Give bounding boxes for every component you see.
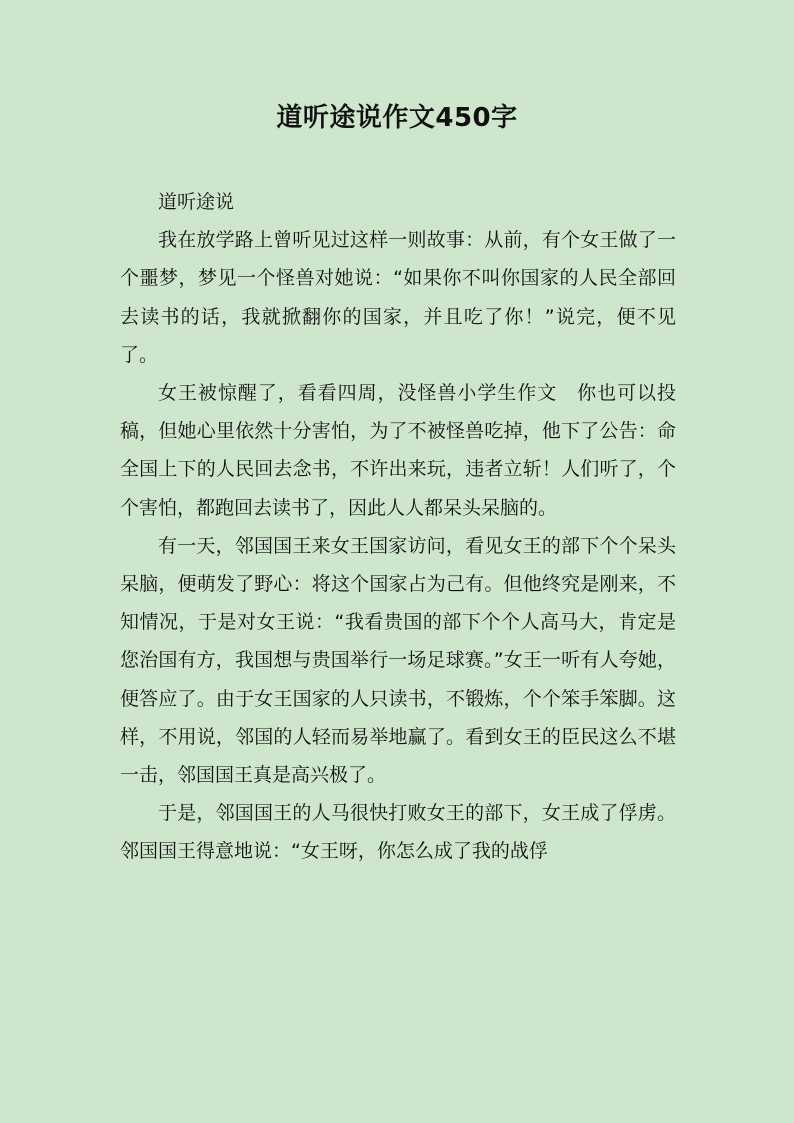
document-title: 道听途说作文450字	[276, 103, 518, 133]
paragraph: 我在放学路上曾听见过这样一则故事：从前，有个女王做了一个噩梦，梦见一个怪兽对她说：“如果你不叫你国家的人民全部回去读书的话，我就掀翻你的国家，并且吃了你！”说完，便不见了。	[120, 229, 676, 366]
paragraph: 于是，邻国国王的人马很快打败女王的部下，女王成了俘虏。邻国国王得意地说：“女王呀，你怎么成了我的战俘	[120, 802, 676, 863]
paragraph: 有一天，邻国国王来女王国家访问，看见女王的部下个个呆头呆脑，便萌发了野心：将这个国家占为己有。但他终究是刚来，不知情况，于是对女王说：“我看贵国的部下个个人高马大，肯定是您治国有方，我国想与贵国举行一场足球赛。”女王一听有人夸她，便答应了。由于女王国家的人只读书，不锻炼，个个笨手笨脚。这样，不用说，邻国的人轻而易举地赢了。看到女王的臣民这么不堪一击，邻国国王真是高兴极了。	[120, 534, 676, 787]
paragraph: 女王被惊醒了，看看四周，没怪兽小学生作文 你也可以投稿，但她心里依然十分害怕，为了不被怪兽吃掉，他下了公告：命全国上下的人民回去念书，不许出来玩，违者立斩！人们听了，个个害怕，都跑回去读书了，因此人人都呆头呆脑的。	[120, 382, 676, 519]
paragraph: 道听途说	[158, 191, 235, 213]
document-body	[120, 183, 676, 871]
